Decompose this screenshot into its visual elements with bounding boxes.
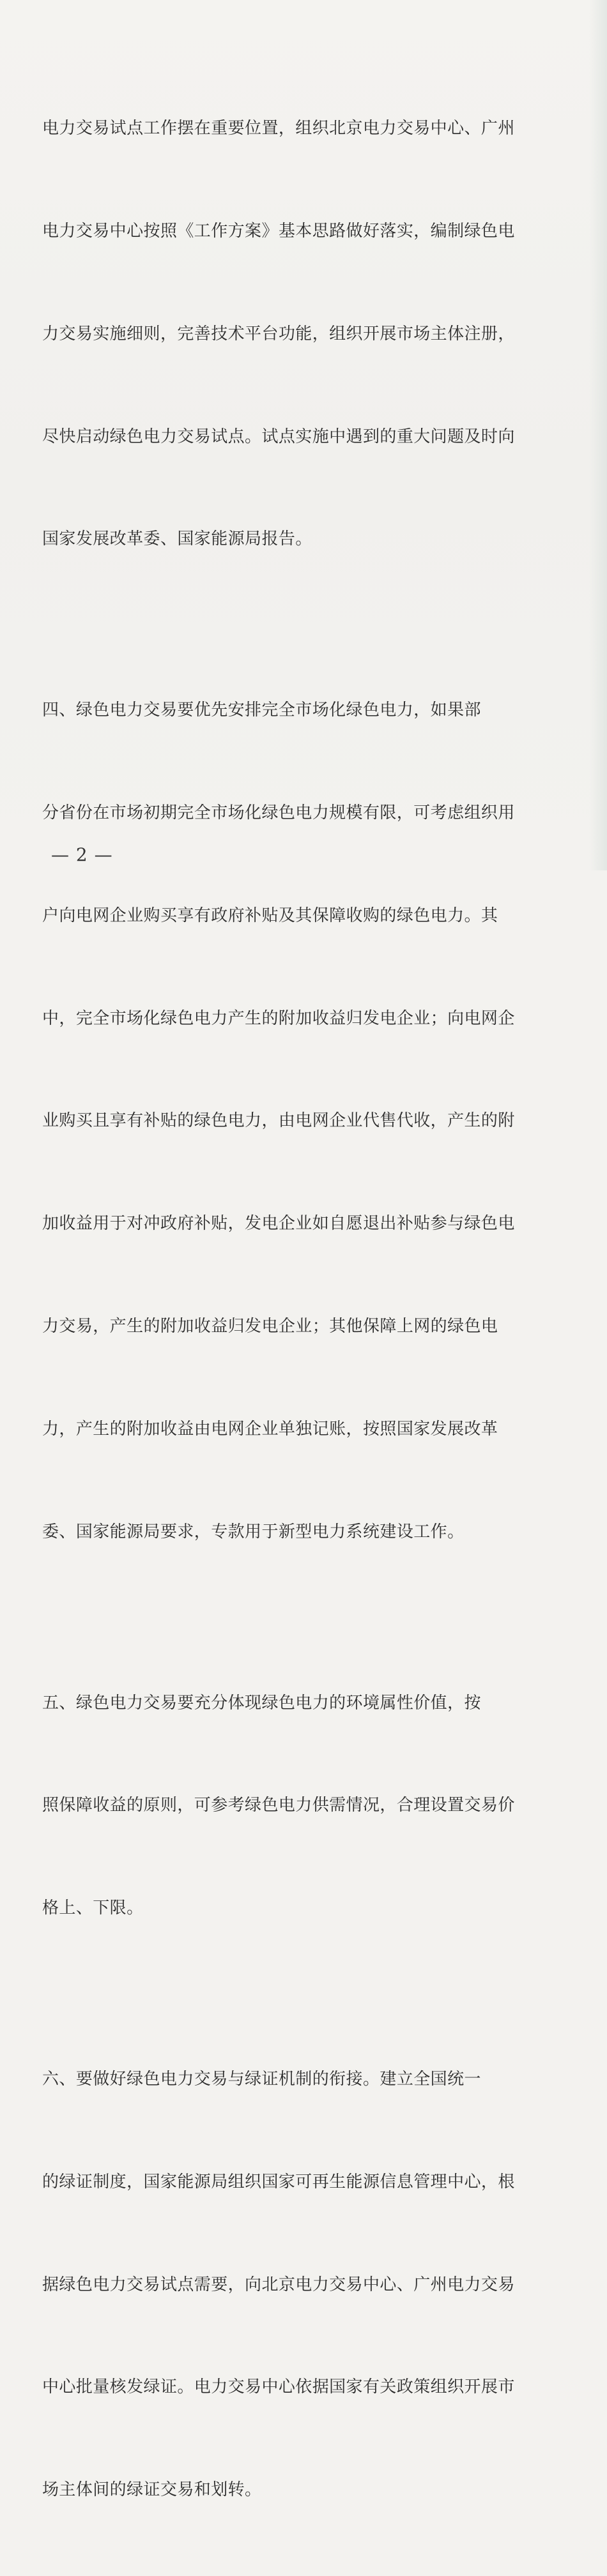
text-line: 格上、下限。 [42,1898,144,1918]
text-line: 分省份在市场初期完全市场化绿色电力规模有限，可考虑组织用 [42,803,515,823]
text-line: 电力交易试点工作摆在重要位置，组织北京电力交易中心、广州 [42,119,515,139]
text-line: 五、绿色电力交易要充分体现绿色电力的环境属性价值，按 [42,1693,481,1713]
paragraph-section-5 [42,1618,565,1994]
text-line: 中心批量核发绿证。电力交易中心依据国家有关政策组织开展市 [42,2377,515,2397]
text-line: 户向电网企业购买享有政府补贴及其保障收购的绿色电力。其 [42,905,498,925]
text-line: 的绿证制度，国家能源局组织国家可再生能源信息管理中心，根 [42,2172,515,2192]
text-line: 力交易实施细则，完善技术平台功能，组织开展市场主体注册， [42,324,515,344]
text-line: 电力交易中心按照《工作方案》基本思路做好落实，编制绿色电 [42,221,515,241]
text-line: 照保障收益的原则，可参考绿色电力供需情况，合理设置交易价 [42,1796,515,1815]
document-body [42,43,565,2576]
text-line: 场主体间的绿证交易和划转。 [42,2480,262,2500]
text-line: 力交易，产生的附加收益归发电企业；其他保障上网的绿色电 [42,1316,498,1336]
paragraph-section-6 [42,1994,565,2576]
text-line: 尽快启动绿色电力交易试点。试点实施中遇到的重大问题及时向 [42,427,515,446]
text-line: 力，产生的附加收益由电网企业单独记账，按照国家发展改革 [42,1419,498,1439]
text-line: 委、国家能源局要求，专款用于新型电力系统建设工作。 [42,1522,465,1542]
page-edge-shadow [589,0,607,870]
text-line: 六、要做好绿色电力交易与绿证机制的衔接。建立全国统一 [42,2070,481,2089]
paragraph-continuation [42,43,565,625]
text-line: 据绿色电力交易试点需要，向北京电力交易中心、广州电力交易 [42,2275,515,2294]
paragraph-section-4 [42,625,565,1618]
text-line: 业购买且享有补贴的绿色电力，由电网企业代售代收，产生的附 [42,1111,515,1131]
page-number: — 2 — [51,844,113,865]
text-line: 中，完全市场化绿色电力产生的附加收益归发电企业；向电网企 [42,1008,515,1028]
text-line: 国家发展改革委、国家能源局报告。 [42,529,312,549]
text-line: 加收益用于对冲政府补贴，发电企业如自愿退出补贴参与绿色电 [42,1214,515,1234]
text-line: 四、绿色电力交易要优先安排完全市场化绿色电力，如果部 [42,701,481,720]
